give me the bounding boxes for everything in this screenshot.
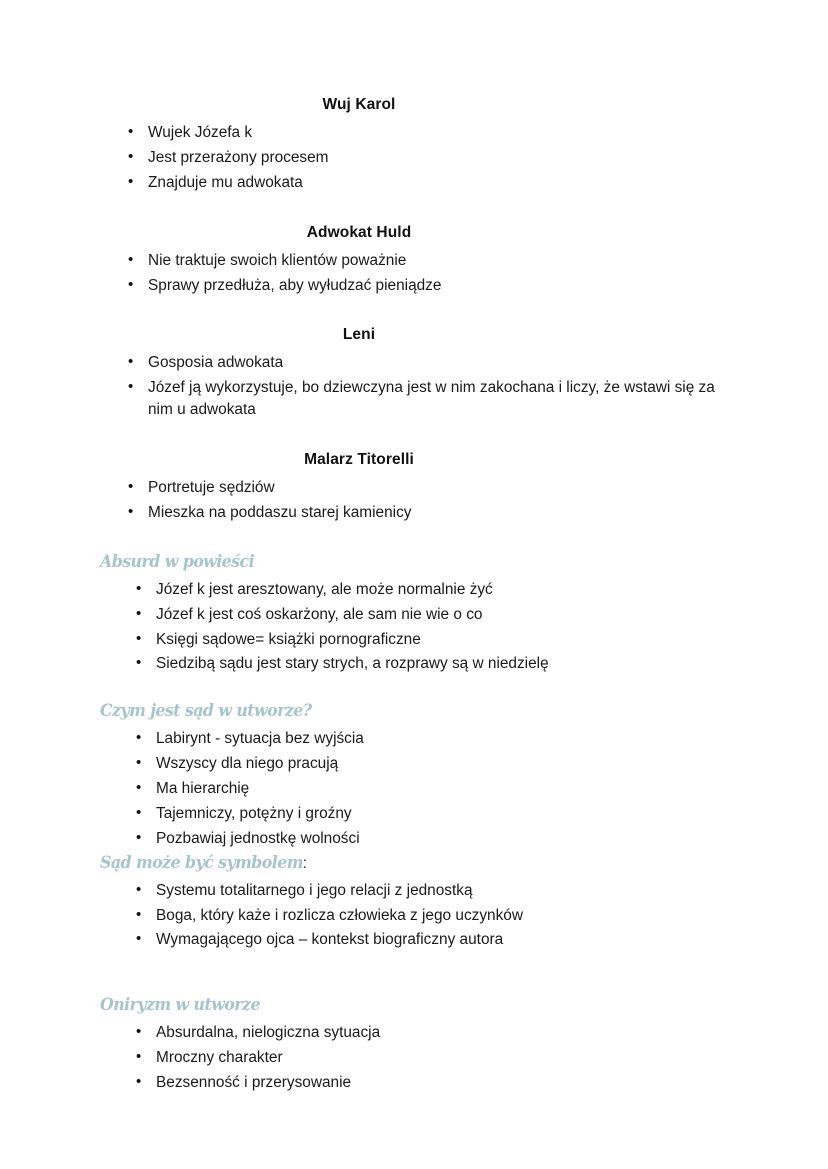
bullet-list — [134, 579, 728, 676]
list-item: • Znajduje mu adwokata — [126, 172, 728, 194]
section-absurd-w-powiesci — [100, 552, 728, 676]
bullet-list — [126, 477, 728, 524]
section-heading-script — [100, 701, 684, 721]
list-item: • Wszyscy dla niego pracują — [134, 753, 728, 775]
list-item: • Wujek Józefa k — [126, 122, 728, 144]
section-heading: Leni — [342, 326, 376, 344]
section-adwokat-huld — [100, 224, 728, 297]
bullet-list — [134, 880, 728, 952]
bullet-list — [126, 352, 728, 421]
list-item: • Labirynt - sytuacja bez wyjścia — [134, 728, 728, 750]
list-item: • Boga, który każe i rozlicza człowieka z jego uczynków — [134, 905, 728, 927]
list-item: • Systemu totalitarnego i jego relacji z jednostką — [134, 880, 728, 902]
section-heading-text: Absurd w powieści — [100, 551, 255, 572]
bullet-list — [134, 1022, 728, 1094]
list-item: • Gosposia adwokata — [126, 352, 728, 374]
list-item: • Mroczny charakter — [134, 1047, 728, 1069]
list-item: • Absurdalna, nielogiczna sytuacja — [134, 1022, 728, 1044]
section-heading: Wuj Karol — [322, 96, 396, 113]
list-item: • Wymagającego ojca – kontekst biograficzny autora — [134, 929, 728, 951]
list-item: • Mieszka na poddaszu starej kamienicy — [126, 502, 728, 524]
list-item: • Siedzibą sądu jest stary strych, a rozprawy są w niedzielę — [134, 653, 728, 675]
section-heading-text: Sąd może być symbolem — [100, 852, 303, 873]
list-item: • Józef k jest aresztowany, ale może normalnie żyć — [134, 579, 728, 601]
section-malarz-titorelli — [100, 451, 728, 524]
section-wuj-karol — [100, 96, 728, 194]
section-heading-script — [100, 995, 684, 1015]
list-item: • Nie traktuje swoich klientów poważnie — [126, 250, 728, 272]
section-heading-suffix: : — [302, 854, 307, 872]
section-sad-moze-byc-symbolem — [100, 853, 728, 952]
bullet-list — [126, 122, 728, 194]
list-item: • Ma hierarchię — [134, 778, 728, 800]
list-item: • Józef k jest coś oskarżony, ale sam nie wie o co — [134, 604, 728, 626]
list-item: • Jest przerażony procesem — [126, 147, 728, 169]
section-heading-script — [100, 853, 684, 873]
list-item: • Pozbawiaj jednostkę wolności — [134, 828, 728, 850]
list-item: • Sprawy przedłuża, aby wyłudzać pieniądze — [126, 275, 728, 297]
list-item: • Józef ją wykorzystuje, bo dziewczyna jest w nim zakochana i liczy, że wstawi się za nim u adwokata — [126, 377, 728, 421]
list-item: • Tajemniczy, potężny i groźny — [134, 803, 728, 825]
section-heading-text: Oniryzm w utworze — [100, 995, 260, 1016]
section-heading-script — [100, 552, 684, 572]
list-item: • Portretuje sędziów — [126, 477, 728, 499]
section-spacer — [100, 977, 728, 995]
section-czym-jest-sad-w-utworze — [100, 701, 728, 849]
section-leni — [100, 326, 728, 421]
section-heading: Malarz Titorelli — [304, 451, 414, 468]
section-heading: Adwokat Huld — [306, 223, 412, 241]
list-item: • Bezsenność i przerysowanie — [134, 1072, 728, 1094]
section-heading-text: Czym jest sąd w utworze? — [100, 701, 312, 722]
bullet-list — [126, 250, 728, 297]
bullet-list — [134, 728, 728, 849]
list-item: • Księgi sądowe= książki pornograficzne — [134, 629, 728, 651]
section-oniryzm-w-utworze — [100, 995, 728, 1094]
